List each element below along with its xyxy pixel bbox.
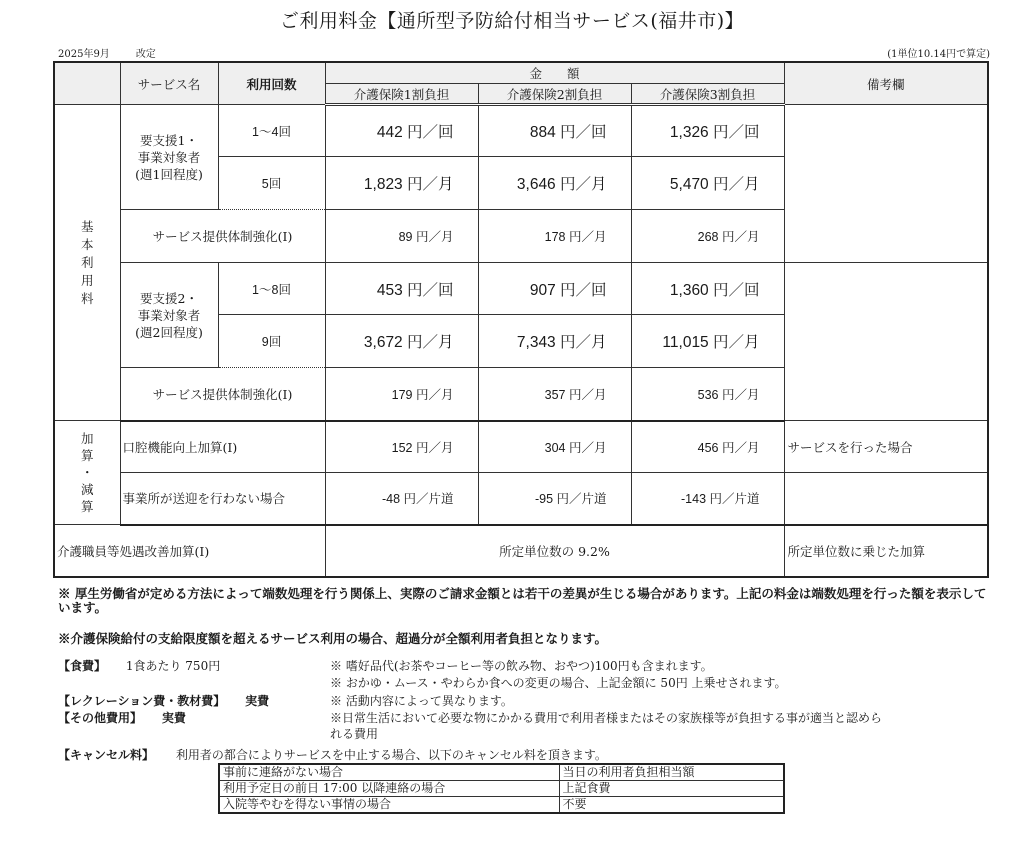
cancel-case: 利用予定日の前日 17:00 以降連絡の場合 [219,781,559,797]
adjust-label [54,421,120,525]
header-tier1: 介護保険1割負担 [325,84,478,105]
name-line: 事業対象者 [137,149,201,165]
support2-remarks [784,263,988,421]
tier1-amount: 152 円／月 [325,421,478,473]
other-note: れる費用 [330,727,379,741]
name-line: (週2回程度) [135,324,203,340]
cancel-table [218,763,785,814]
usage-count: 1～8回 [218,263,325,315]
cancel-row [219,781,784,797]
label-char: 利 [80,254,94,270]
label-char: ・ [80,465,94,480]
other-note: ※日常生活において必要な物にかかる費用で利用者様またはその家族様等が負担する事が適当と認めら [330,711,883,725]
tier1-amount: 179 円／月 [325,368,478,421]
name-line: 事業対象者 [137,307,201,323]
cancel-amount: 当日の利用者負担相当額 [559,764,784,781]
usage-count: 9回 [218,315,325,368]
header-blank [54,62,120,105]
usage-count: 1～4回 [218,105,325,157]
revision-date [58,45,156,60]
label-char: 加 [80,431,94,446]
tier2-amount: 178 円／月 [478,210,631,263]
care-staff-value: 所定単位数の 9.2% [325,525,784,577]
header-service-name: サービス名 [120,62,218,105]
adjust-remark [784,473,988,525]
cancel-amount: 上記食費 [559,781,784,797]
other-label: 【その他費用】 [58,711,143,725]
tier3-amount: 268 円／月 [631,210,784,263]
name-line: (週1回程度) [135,166,203,182]
fee-table [53,61,989,578]
adjust-name: 事業所が送迎を行わない場合 [120,473,325,525]
adjust-name: 口腔機能向上加算(Ⅰ) [120,421,325,473]
other-fee [58,709,186,726]
recreation-note: ※ 活動内容によって異なります。 [330,694,513,708]
meal-value: 1食あたり 750円 [125,659,221,673]
support1-enhance-name: サービス提供体制強化(Ⅰ) [120,210,325,263]
recreation-label: 【レクレーション費・教材費】 [58,694,226,708]
limit-note: ※介護保険給付の支給限度額を超えるサービス利用の場合、超過分が全額利用者負担となります。 [58,631,608,646]
tier1-amount: 3,672 円／月 [325,315,478,368]
care-staff-remark: 所定単位数に乗じた加算 [784,525,988,577]
rounding-note: ※ 厚生労働省が定める方法によって端数処理を行う関係上、実際のご請求金額とは若干の差異が生じる場合があります。上記の料金は端数処理を行った額を表示しています。 [58,586,987,615]
label-char: 用 [80,272,94,288]
tier3-amount: 11,015 円／月 [631,315,784,368]
label-char: 基 [80,218,94,234]
revision-date-value: 2025年9月 [58,49,110,60]
support1-name [120,105,218,210]
label-char: 料 [80,290,94,306]
label-char: 算 [80,499,94,514]
tier2-amount: 884 円／回 [478,105,631,157]
tier2-amount: 7,343 円／月 [478,315,631,368]
tier3-amount: -143 円／片道 [631,473,784,525]
cancel-fee [58,746,607,763]
unit-note: (1単位10.14円で算定) [887,49,990,60]
revision-label: 改定 [135,49,156,60]
care-staff-name: 介護職員等処遇改善加算(Ⅰ) [54,525,325,577]
cancel-row [219,764,784,781]
recreation-value: 実費 [245,694,270,708]
header-tier2: 介護保険2割負担 [478,84,631,105]
cancel-case: 入院等やむを得ない事情の場合 [219,797,559,814]
tier2-amount: 3,646 円／月 [478,157,631,210]
header-remarks: 備考欄 [784,62,988,105]
support1-remarks [784,105,988,263]
header-usage-count: 利用回数 [218,62,325,105]
tier2-amount: 357 円／月 [478,368,631,421]
meal-note: ※ おかゆ・ムース・やわらか食への変更の場合、上記金額に 50円 上乗せされます。 [330,676,787,690]
tier1-amount: 442 円／回 [325,105,478,157]
header-amount: 金 額 [325,62,784,84]
cancel-desc: 利用者の都合によりサービスを中止する場合、以下のキャンセル料を頂きます。 [175,748,607,762]
name-line: 要支援1・ [140,132,198,148]
meal-label: 【食費】 [58,659,107,673]
label-char: 算 [80,448,94,463]
basic-fee-label [54,105,120,421]
cancel-label: 【キャンセル料】 [58,748,155,762]
page-title: ご利用料金【通所型予防給付相当サービス(福井市)】 [279,10,745,32]
support2-enhance-name: サービス提供体制強化(Ⅰ) [120,368,325,421]
adjust-remark: サービスを行った場合 [784,421,988,473]
other-value: 実費 [161,711,186,725]
tier1-amount: 89 円／月 [325,210,478,263]
tier1-amount: 1,823 円／月 [325,157,478,210]
cancel-amount: 不要 [559,797,784,814]
tier1-amount: -48 円／片道 [325,473,478,525]
label-char: 減 [80,482,94,497]
label-char: 本 [80,236,94,252]
support2-name [120,263,218,368]
recreation-fee [58,692,269,709]
tier3-amount: 5,470 円／月 [631,157,784,210]
cancel-row [219,797,784,814]
cancel-case: 事前に連絡がない場合 [219,764,559,781]
tier2-amount: 907 円／回 [478,263,631,315]
tier3-amount: 1,360 円／回 [631,263,784,315]
meal-fee [58,657,220,674]
tier2-amount: -95 円／片道 [478,473,631,525]
tier1-amount: 453 円／回 [325,263,478,315]
usage-count: 5回 [218,157,325,210]
tier3-amount: 536 円／月 [631,368,784,421]
header-tier3: 介護保険3割負担 [631,84,784,105]
tier2-amount: 304 円／月 [478,421,631,473]
tier3-amount: 456 円／月 [631,421,784,473]
name-line: 要支援2・ [140,290,198,306]
tier3-amount: 1,326 円／回 [631,105,784,157]
meal-note: ※ 嗜好品代(お茶やコーヒー等の飲み物、おやつ)100円も含まれます。 [330,659,713,673]
